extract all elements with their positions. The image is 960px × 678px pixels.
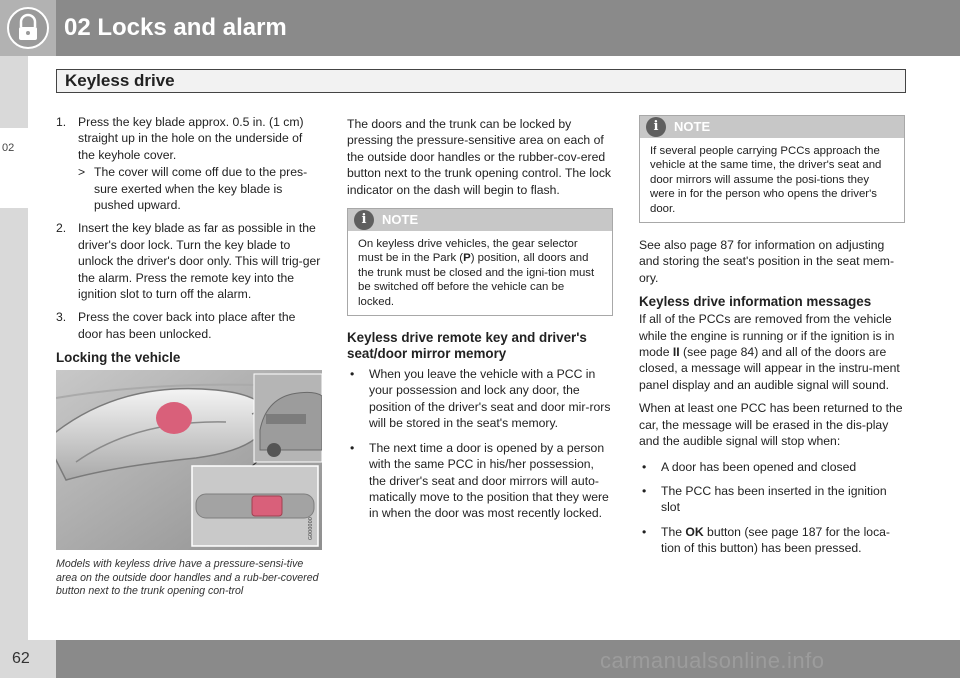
section-heading: Keyless drive information messages: [639, 294, 872, 310]
chapter-tab: [0, 128, 28, 208]
bullet-icon: •: [350, 440, 355, 455]
step-number: 1.: [56, 115, 67, 129]
list-item-text: The next time a door is opened by a person with the same PCC in his/her possession, the driver's seat and door mirrors will auto-matically move to the position that they were in when the door was most recently locked.: [369, 440, 609, 521]
info-paragraph: When at least one PCC has been returned to the car, the message will be erased in the dis-play and the audible signal will stop when:: [639, 401, 903, 449]
step-text: Insert the key blade as far as possible in the driver's door lock. Turn the key blade to unlock the driver's door only. This will trig-ger the alarm. Press the remote key into the ignition slot to turn off the alarm.: [78, 221, 321, 302]
list-item-text: button (see page 187 for the loca-tion of this button) has been pressed.: [661, 524, 890, 556]
step-text: Press the key blade approx. 0.5 in. (1 cm) straight up in the hole on the underside of the keyhole cover.: [78, 115, 304, 162]
figure-code: G000000: [308, 517, 314, 541]
column-3: [639, 115, 905, 565]
bullet-icon: •: [642, 459, 647, 474]
list-item-text-bold: OK: [685, 524, 704, 539]
step-item: [56, 220, 322, 302]
bullet-icon: •: [642, 524, 647, 539]
list-item: [639, 459, 905, 475]
step-result: [78, 164, 322, 213]
column-2: [347, 116, 613, 530]
locking-intro: The doors and the trunk can be locked by pressing the pressure-sensitive area on each of the outside door handles or the rubber-cov-ered button next to the trunk opening control. The lock indicator on the dash will begin to flash.: [347, 117, 612, 197]
note-text: On keyless drive vehicles, the gear selector must be in the Park (: [358, 238, 578, 265]
section-title-bar: [56, 69, 906, 93]
list-item-text: When you leave the vehicle with a PCC in your possession and lock any door, the position of the driver's seat and door mir-rors will be stored in the seat's memory.: [369, 367, 611, 431]
step-item: [56, 114, 322, 213]
list-item: [639, 524, 905, 557]
list-item-text: A door has been opened and closed: [661, 459, 857, 474]
step-result-text: The cover will come off due to the pres-sure exerted when the key blade is pushed upward.: [94, 165, 308, 213]
section-title: Keyless drive: [65, 71, 175, 90]
column-1: [56, 114, 322, 599]
step-list: [56, 114, 322, 342]
footer-tab: [0, 640, 56, 678]
result-arrow-icon: >: [78, 165, 86, 180]
step-number: 3.: [56, 310, 67, 325]
note-box: [639, 115, 905, 223]
note-title: NOTE: [674, 119, 711, 134]
step-number: 2.: [56, 221, 67, 236]
note-box: [347, 208, 613, 316]
bullet-list: [639, 459, 905, 557]
door-handle-illustration: [56, 370, 322, 550]
step-item: [56, 309, 322, 342]
section-heading: Keyless drive remote key and driver's seat/door mirror memory: [347, 330, 587, 362]
note-body: [348, 231, 612, 315]
info-icon: i: [646, 117, 666, 137]
figure-caption: Models with keyless drive have a pressure-sensi-tive area on the outside door handles and a rub-ber-covered button next to the trunk opening con-trol: [56, 558, 319, 598]
bullet-list: [347, 366, 613, 522]
list-item: [347, 440, 613, 522]
note-header: [640, 116, 904, 138]
page-number: 62: [12, 650, 30, 667]
list-item-text: The: [661, 524, 686, 539]
list-item-text: The PCC has been inserted in the ignition slot: [661, 483, 887, 515]
section-heading: Locking the vehicle: [56, 350, 181, 366]
note-title: NOTE: [382, 212, 419, 228]
note-text-bold: P: [463, 252, 471, 265]
chapter-tab-label: 02: [2, 142, 15, 154]
step-text: Press the cover back into place after the door has been unlocked.: [78, 310, 296, 341]
page-header: [0, 0, 960, 56]
door-handle-figure: [56, 370, 322, 550]
see-also-text: See also page 87 for information on adjusting and storing the seat's position in the seat mem-ory.: [639, 238, 895, 285]
note-body: If several people carrying PCCs approach the vehicle at the same time, the driver's seat and door mirrors will assume the posi-tions they were in for the person who opens the driver's door.: [650, 145, 882, 215]
bullet-icon: •: [642, 483, 647, 498]
paragraph-text-bold: II: [672, 345, 680, 360]
note-header: [348, 209, 612, 231]
chapter-icon-box: [0, 0, 56, 56]
lock-icon: [0, 0, 56, 56]
watermark: carmanualsonline.info: [600, 648, 825, 673]
info-icon: i: [354, 210, 374, 230]
paragraph-text: If all of the PCCs are removed from the vehicle while the engine is running or if the ignition is in mode: [639, 312, 895, 360]
paragraph-text: (see page 84) and all of the doors are closed, a message will appear in the instru-ment panel display and an audible signal will sound.: [639, 345, 900, 392]
page-title: 02 Locks and alarm: [64, 14, 287, 41]
list-item: [639, 483, 905, 516]
list-item: [347, 366, 613, 432]
note-text: ) position, all doors and the trunk must be closed and the igni-tion must be switched off before the vehicle can be locked.: [358, 252, 595, 308]
bullet-icon: •: [350, 367, 355, 382]
info-paragraph: [639, 311, 905, 393]
